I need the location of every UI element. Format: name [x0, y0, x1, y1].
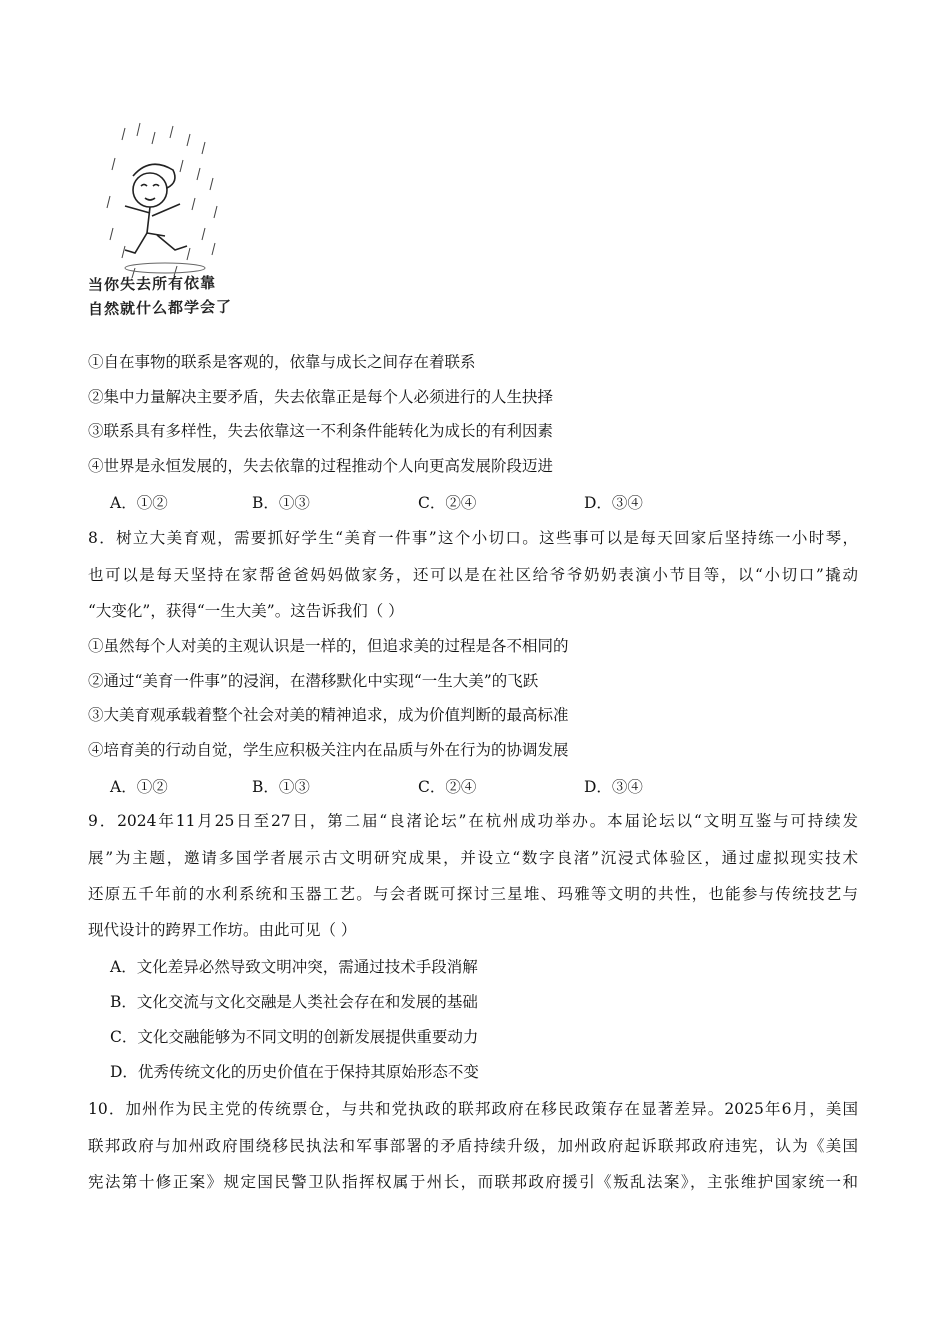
q8-item-1: ①虽然每个人对美的主观认识是一样的，但追求美的过程是各不相同的: [88, 637, 569, 655]
q10-stem-line2: 联邦政府与加州政府围绕移民执法和军事部署的矛盾持续升级，加州政府起诉联邦政府违宪，认为《美国: [88, 1137, 858, 1155]
q9-option-a[interactable]: A．文化差异必然导致文明冲突，需通过技术手段消解: [110, 958, 478, 976]
illustration-caption-line1: 当你失去所有依靠: [87, 273, 217, 295]
q7-option-c[interactable]: C．②④: [418, 494, 477, 512]
q7-option-d[interactable]: D．③④: [584, 494, 643, 512]
illustration-caption-line2: 自然就什么都学会了: [87, 297, 233, 319]
q8-stem-line3: “大变化”，获得“一生大美”。这告诉我们（ ）: [88, 602, 404, 620]
q9-option-c[interactable]: C．文化交融能够为不同文明的创新发展提供重要动力: [110, 1028, 479, 1046]
q8-option-b[interactable]: B．①③: [252, 778, 310, 796]
q7-option-b[interactable]: B．①③: [252, 494, 310, 512]
q8-item-3: ③大美育观承载着整个社会对美的精神追求，成为价值判断的最高标准: [88, 706, 569, 724]
q8-option-a[interactable]: A．①②: [110, 778, 168, 796]
q7-option-a[interactable]: A．①②: [110, 494, 168, 512]
q7-item-2: ②集中力量解决主要矛盾，失去依靠正是每个人必须进行的人生抉择: [88, 388, 554, 406]
q7-item-1: ①自在事物的联系是客观的，依靠与成长之间存在着联系: [88, 353, 476, 371]
q7-item-3: ③联系具有多样性，失去依靠这一不利条件能转化为成长的有利因素: [88, 422, 554, 440]
q10-stem-line1: 10．加州作为民主党的传统票仓，与共和党执政的联邦政府在移民政策存在显著差异。2025年6月，美国: [88, 1100, 858, 1118]
q9-stem-line4: 现代设计的跨界工作坊。由此可见（ ）: [88, 921, 357, 939]
q8-stem-line1: 8．树立大美育观，需要抓好学生“美育一件事”这个小切口。这些事可以是每天回家后坚持练一小时琴，: [88, 529, 858, 547]
q7-item-4: ④世界是永恒发展的，失去依靠的过程推动个人向更高发展阶段迈进: [88, 457, 554, 475]
q8-stem-line2: 也可以是每天坚持在家帮爸爸妈妈做家务，还可以是在社区给爷爷奶奶表演小节目等，以“小切口”撬动: [88, 566, 858, 584]
q9-option-b[interactable]: B．文化交流与文化交融是人类社会存在和发展的基础: [110, 993, 478, 1011]
q8-item-2: ②通过“美育一件事”的浸润，在潜移默化中实现“一生大美”的飞跃: [88, 672, 539, 690]
q10-stem-line3: 宪法第十修正案》规定国民警卫队指挥权属于州长，而联邦政府援引《叛乱法案》，主张维护国家统一和: [88, 1173, 858, 1191]
q9-option-d[interactable]: D．优秀传统文化的历史价值在于保持其原始形态不变: [110, 1063, 479, 1081]
q9-stem-line1: 9．2024年11月25日至27日，第二届“良渚论坛”在杭州成功举办。本届论坛以“文明互鉴与可持续发: [88, 812, 858, 830]
q8-option-c[interactable]: C．②④: [418, 778, 477, 796]
q8-option-d[interactable]: D．③④: [584, 778, 643, 796]
q9-stem-line3: 还原五千年前的水利系统和玉器工艺。与会者既可探讨三星堆、玛雅等文明的共性，也能参与传统技艺与: [88, 885, 858, 903]
q8-item-4: ④培育美的行动自觉，学生应积极关注内在品质与外在行为的协调发展: [88, 741, 569, 759]
q9-stem-line2: 展”为主题，邀请多国学者展示古文明研究成果，并设立“数字良渚”沉浸式体验区，通过虚拟现实技术: [88, 849, 858, 867]
